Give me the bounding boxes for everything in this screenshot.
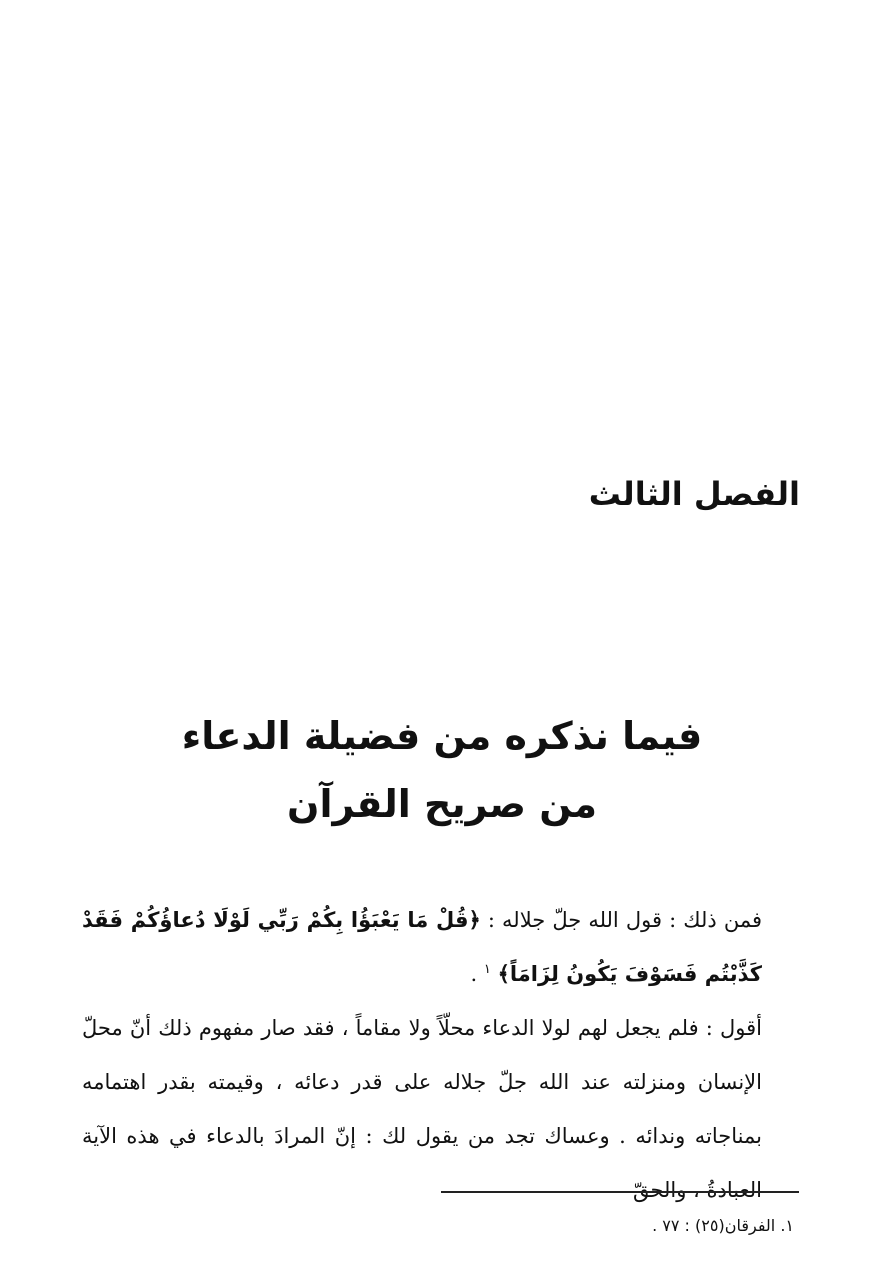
footnote-separator xyxy=(441,1191,799,1193)
footnote-reference[interactable]: ١ xyxy=(483,962,491,977)
body-text xyxy=(82,893,802,1217)
quran-verse: ﴿قُلْ مَا يَعْبَؤُا بِكُمْ رَبِّي لَوْلَا دُعاؤُكُمْ فَقَدْ كَذَّبْتُم فَسَوْفَ يَكُونُ لِزَامَاً﴾ xyxy=(82,908,762,986)
chapter-label: الفصل الثالث xyxy=(588,475,800,513)
paragraph-end: . xyxy=(470,962,484,986)
paragraph-quran-citation xyxy=(82,893,802,1001)
chapter-title-line-2: من صريح القرآن xyxy=(287,782,597,826)
paragraph-intro: فمن ذلك : قول الله جلّ جلاله : xyxy=(480,908,763,932)
paragraph-commentary: أقول : فلم يجعل لهم لولا الدعاء محلّاً ولا مقاماً ، فقد صار مفهوم ذلك أنّ محلّ الإنسان ومنزلته عند الله جلّ جلاله على قدر دعائه ، وقيمته بقدر اهتمامه بمناجاته وندائه . وعساك تجد من يقول لك : إنّ المرادَ بالدعاء في هذه الآية العبادةُ ، والحقّ xyxy=(82,1016,762,1202)
footnote-1: ١. الفرقان(٢٥) : ٧٧ . xyxy=(652,1216,794,1235)
chapter-title xyxy=(0,702,884,838)
chapter-title-line-1: فيما نذكره من فضيلة الدعاء xyxy=(181,714,703,758)
